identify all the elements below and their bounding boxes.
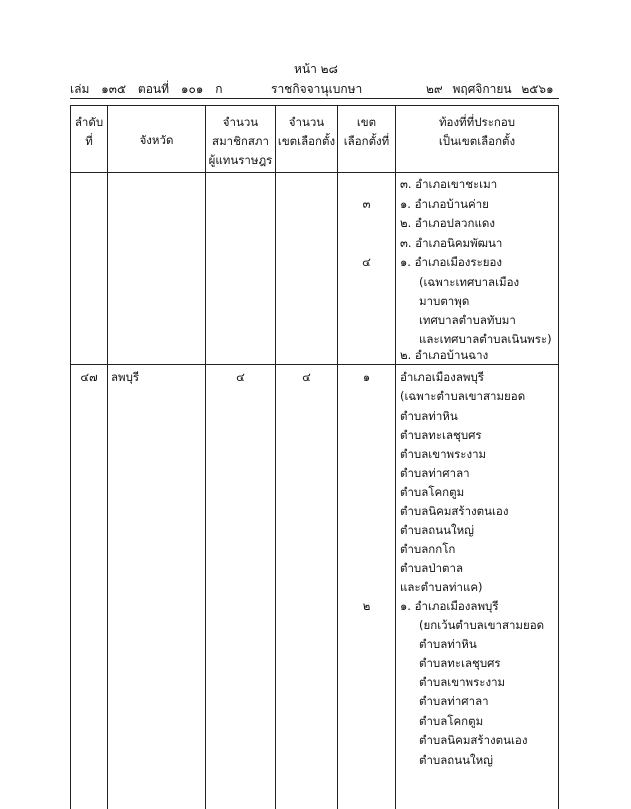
area-line: ตำบลท่าศาลา — [419, 694, 489, 708]
district-number: ๔ — [362, 255, 371, 269]
area-line: มาบตาพุด — [419, 294, 470, 308]
area-line: ตำบลเขาพระงาม — [400, 447, 487, 461]
district-number: ๑ — [362, 370, 371, 384]
area-line: ๒. อำเภอปลวกแดง — [400, 216, 495, 230]
header-district-count: จำนวน เขตเลือกตั้ง — [277, 115, 336, 148]
province-name: ลพบุรี — [111, 370, 140, 384]
header-order: ลำดับ ที่ — [74, 115, 104, 148]
header-separator — [70, 105, 559, 106]
area-line: ๑. อำเภอเมืองระยอง — [400, 255, 503, 269]
area-line: อำเภอเมืองลพบุรี — [400, 370, 484, 384]
area-line: (เฉพาะตำบลเขาสามยอด — [400, 389, 526, 403]
area-line: และตำบลท่าแค) — [400, 580, 483, 594]
area-line: (เฉพาะเทศบาลเมือง — [419, 275, 520, 289]
col-border-6 — [558, 105, 559, 809]
header-bottom-border — [70, 172, 559, 173]
area-line: ตำบลท่าหิน — [419, 637, 477, 651]
area-line: เทศบาลตำบลทับมา — [419, 313, 516, 327]
area-line: (ยกเว้นตำบลเขาสามยอด — [419, 618, 545, 632]
area-line: ตำบลทะเลชุบศร — [400, 428, 482, 442]
col-border-0 — [70, 105, 71, 809]
area-line: ๑. อำเภอเมืองลพบุรี — [400, 599, 499, 613]
col-border-2 — [205, 105, 206, 809]
district-count: ๔ — [302, 370, 311, 384]
area-line: ตำบลท่าหิน — [400, 409, 458, 423]
col-border-3 — [275, 105, 276, 809]
area-line: ตำบลนิคมสร้างตนเอง — [400, 504, 509, 518]
header-members: จำนวน สมาชิกสภา ผู้แทนราษฎร — [208, 115, 273, 167]
area-line: ๓. อำเภอนิคมพัฒนา — [400, 236, 503, 250]
header-province: จังหวัด — [139, 133, 174, 147]
publication-name: ราชกิจจานุเบกษา — [271, 82, 363, 96]
area-line: ตำบลถนนใหญ่ — [400, 523, 474, 537]
district-number: ๒ — [362, 599, 371, 613]
member-count: ๔ — [236, 370, 245, 384]
area-line: ๒. อำเภอบ้านฉาง — [400, 348, 489, 362]
page-number: หน้า ๒๘ — [294, 62, 338, 76]
area-line: ๓. อำเภอเขาชะเมา — [400, 177, 498, 191]
area-line: ตำบลโคกตูม — [400, 485, 465, 499]
col-border-1 — [107, 105, 108, 809]
header-district-no: เขต เลือกตั้งที่ — [343, 115, 390, 148]
district-number: ๓ — [362, 197, 371, 211]
area-line: ตำบลทะเลชุบศร — [419, 656, 501, 670]
area-line: ตำบลกกโก — [400, 542, 456, 556]
table-top-border — [70, 98, 559, 99]
area-line: ตำบลถนนใหญ่ — [419, 753, 493, 767]
row-order: ๔๗ — [80, 370, 98, 384]
area-line: ตำบลนิคมสร้างตนเอง — [419, 733, 528, 747]
area-line: ตำบลป่าตาล — [400, 561, 464, 575]
area-line: และเทศบาลตำบลเนินพระ) — [419, 332, 552, 346]
area-line: ตำบลท่าศาลา — [400, 466, 470, 480]
col-border-5 — [395, 105, 396, 809]
header-area: ท้องที่ที่ประกอบ เป็นเขตเลือกตั้ง — [438, 115, 516, 148]
area-line: ตำบลโคกตูม — [419, 714, 484, 728]
area-line: ๑. อำเภอบ้านค่าย — [400, 197, 489, 211]
area-line: ตำบลเขาพระงาม — [419, 675, 506, 689]
volume-issue: เล่ม ๑๓๕ ตอนที่ ๑๐๑ ก — [70, 82, 223, 96]
publication-date: ๒๙ พฤศจิกายน ๒๕๖๑ — [426, 82, 554, 96]
